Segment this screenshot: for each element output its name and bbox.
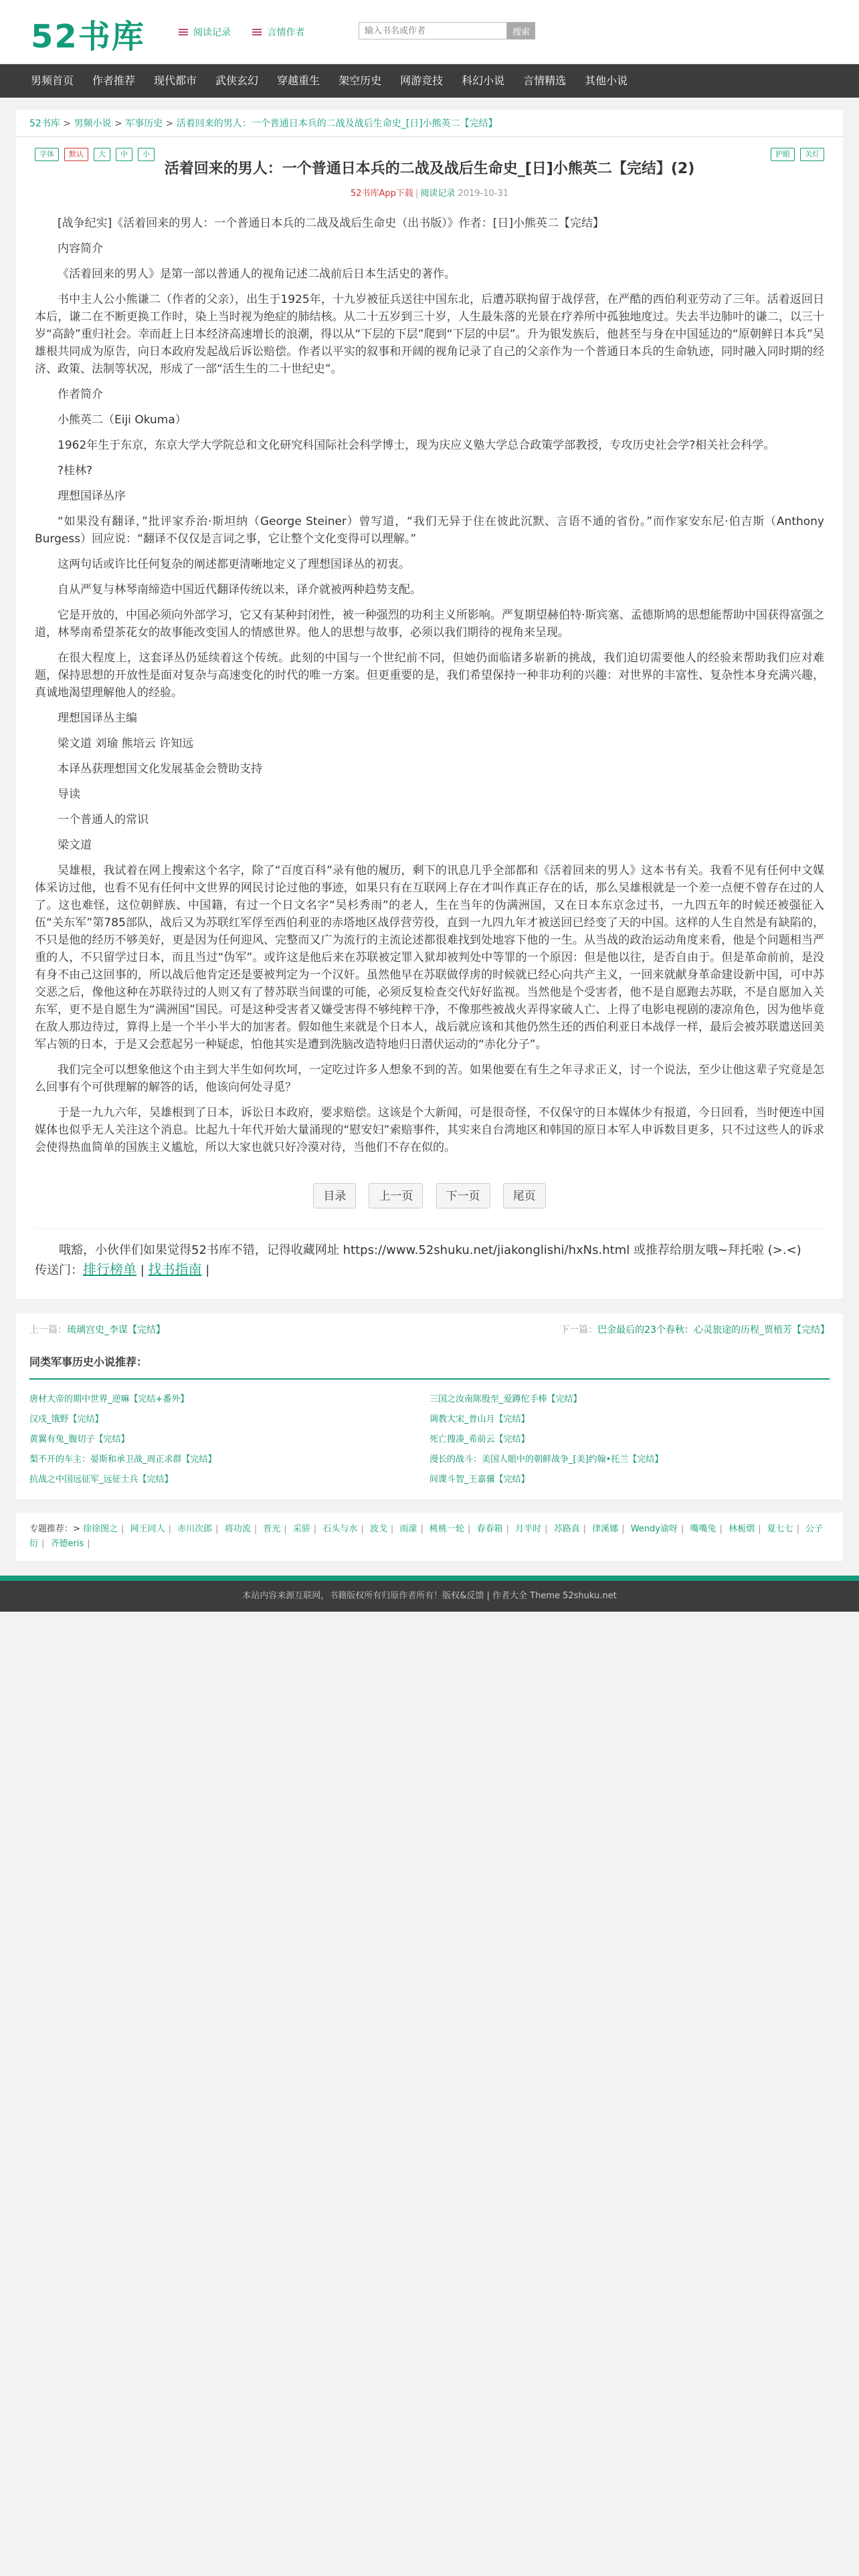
font-large-button[interactable]: 大 xyxy=(94,148,110,161)
breadcrumb-home[interactable]: 52书库 xyxy=(29,118,60,129)
related-books xyxy=(16,1344,843,1499)
topic-link[interactable]: 春春箱 xyxy=(476,1524,503,1534)
nav-item-author-picks[interactable]: 作者推荐 xyxy=(92,74,136,87)
nav-item-time-travel[interactable]: 穿越重生 xyxy=(277,74,320,87)
topic-link[interactable]: 石头与水 xyxy=(322,1524,358,1534)
site-header xyxy=(0,0,859,64)
topic-link[interactable]: 夏七七 xyxy=(767,1524,793,1534)
footer-text: 本站内容来源互联网，书籍版权所有归原作者所有！版权&反馈 | 作者大全 Theme 52shuku.net xyxy=(242,1591,617,1601)
paragraph: 小熊英二（Eiji Okuma） xyxy=(58,413,187,427)
paragraph: 在很大程度上，这套译丛仍延续着这个传统。此刻的中国与一个世纪前不同，但她仍面临诸多崭新的挑战，我们迫切需要他人的经验来帮助我们应对难题，保持思想的开放性是面对复杂与高速变化的时代的唯一方案。但更重要的是，我们希望保持一种非功利的兴趣：对世界的丰富性、复杂性本身充满兴趣，真诚地渴望理解他人的经验。 xyxy=(35,651,824,700)
last-page-button[interactable]: 尾页 xyxy=(503,1183,546,1208)
paragraph: 作者简介 xyxy=(58,388,103,401)
prev-page-button[interactable]: 上一页 xyxy=(369,1183,423,1208)
nav-item-gaming[interactable]: 网游竞技 xyxy=(400,74,444,87)
topic-link[interactable]: 赤川次郎 xyxy=(177,1524,213,1534)
paragraph: 梁文道 xyxy=(58,839,92,852)
main-nav xyxy=(0,64,859,98)
topic-recommendations: 专题推荐：> 徐徐图之 | 网王同人 | 赤川次郎 | 将功流 | 晋光 | 采骄 | 石头与水 | 波戈 | 雨濛 | 桃桃一轮 | 春春箱 | 月半时 | 苏路真 | 律溪娜 | Wendy谕呀 | 嘴嘴兔 | 林栀熠 | 夏七七 | 公子衍 | 齐德eris | xyxy=(16,1513,843,1561)
read-record-link[interactable]: 阅读记录 xyxy=(179,27,231,38)
page-title: 活着回来的男人：一个普通日本兵的二战及战后生命史_[日]小熊英二【完结】(2) xyxy=(164,160,695,177)
topic-link[interactable]: 晋光 xyxy=(263,1524,281,1534)
related-item[interactable]: 抗战之中国远征军_远征士兵【完结】 xyxy=(29,1475,173,1485)
guide-link[interactable]: 找书指南 xyxy=(148,1261,202,1277)
paragraph: 《活着回来的男人》是第一部以普通人的视角记述二战前后日本生活史的著作。 xyxy=(58,267,456,281)
paragraph: 内容简介 xyxy=(58,242,103,255)
paragraph: 梁文道 刘瑜 熊培云 许知远 xyxy=(58,737,194,750)
font-label: 字体 xyxy=(35,148,59,161)
paragraph: 本译丛获理想国文化发展基金会赞助支持 xyxy=(58,762,262,776)
related-item[interactable]: 死亡搜凑_希前云【完结】 xyxy=(430,1434,530,1444)
related-item[interactable]: 三国之汝南陈殷至_爱蹲佗手棒【完结】 xyxy=(430,1394,582,1404)
paragraph: 一个普通人的常识 xyxy=(58,813,149,827)
topic-link[interactable]: 雨濛 xyxy=(399,1524,417,1534)
topic-link[interactable]: 桃桃一轮 xyxy=(429,1524,464,1534)
reading-tools xyxy=(35,148,824,168)
bookmark-note: 哦豁，小伙伴们如果觉得52书库不错，记得收藏网址 https://www.52shuku.net/jiakonglishi/hxNs.html 或推荐给朋友哦~拜托啦 (>.<) 传送门：排行榜单 | 找书指南 | xyxy=(35,1228,824,1280)
topic-link[interactable]: 齐德eris xyxy=(50,1539,84,1549)
nav-item-romance[interactable]: 言情精选 xyxy=(523,74,567,87)
paragraph: 于是一九九六年，吴雄根到了日本，诉讼日本政府，要求赔偿。这该是个大新闻，可是很奇怪，不仅保守的日本媒体少有报道，今日回看，当时便连中国媒体也似乎无人关注这个消息。比起九十年代开始大量涌现的“慰安妇”索赔事件，其实来自台湾地区和韩国的原日本军人申诉数目更多，只不过这些人的诉求会使得热血简单的国族主义尴尬，所以大家也就只好冷漠对待，当他们不存在似的。 xyxy=(35,1106,824,1154)
toc-button[interactable]: 目录 xyxy=(313,1183,356,1208)
nav-item-scifi[interactable]: 科幻小说 xyxy=(462,74,505,87)
portal-label: 传送门： xyxy=(35,1263,83,1277)
nav-item-wuxia-fantasy[interactable]: 武侠玄幻 xyxy=(215,74,259,87)
related-item[interactable]: 黄翼有兔_腹切子【完结】 xyxy=(29,1434,130,1444)
prev-article-link[interactable]: 琉璃宫史_李谋【完结】 xyxy=(67,1325,165,1335)
topic-link[interactable]: 徐徐图之 xyxy=(83,1524,118,1534)
topic-link[interactable]: 采骄 xyxy=(292,1524,310,1534)
article-container xyxy=(16,137,843,1299)
breadcrumb-book[interactable]: 活着回来的男人：一个普通日本兵的二战及战后生命史_[日]小熊英二【完结】 xyxy=(176,118,498,129)
search-button[interactable]: 搜索 xyxy=(507,22,535,39)
topic-link[interactable]: 律溪娜 xyxy=(592,1524,619,1534)
read-record-link-2[interactable]: 阅读记录 xyxy=(420,189,456,199)
lights-off-button[interactable]: 关灯 xyxy=(800,148,824,161)
pagination xyxy=(35,1183,824,1208)
site-footer xyxy=(0,1576,859,1612)
list-icon xyxy=(252,29,262,36)
related-heading: 同类军事历史小说推荐： xyxy=(29,1354,830,1380)
topic-link[interactable]: 网王同人 xyxy=(130,1524,165,1534)
list-icon xyxy=(179,29,188,36)
nav-item-urban[interactable]: 现代都市 xyxy=(154,74,197,87)
nav-item-male-home[interactable]: 男频首页 xyxy=(31,74,74,87)
font-default-button[interactable]: 默认 xyxy=(64,148,88,161)
next-label: 下一篇： xyxy=(560,1325,598,1335)
publish-date: 2019-10-31 xyxy=(458,189,509,199)
font-medium-button[interactable]: 中 xyxy=(116,148,132,161)
paragraph: [战争纪实]《活着回来的男人：一个普通日本兵的二战及战后生命史（出书版）》作者：[日]小熊英二【完结】 xyxy=(58,217,605,230)
site-logo[interactable]: 52书库 xyxy=(31,18,145,56)
topic-link[interactable]: 将功流 xyxy=(224,1524,251,1534)
romance-authors-link[interactable]: 言情作者 xyxy=(252,27,304,38)
font-small-button[interactable]: 小 xyxy=(138,148,155,161)
paragraph: ?桂林? xyxy=(58,464,93,477)
related-item[interactable]: 唐材大帝的期中世界_逆嘛【完结+番外】 xyxy=(29,1394,189,1404)
related-item[interactable]: 漫长的战斗：美国人眼中的朝鲜战争_[美]约翰•托兰【完结】 xyxy=(430,1455,664,1465)
paragraph: 这两句话或许比任何复杂的阐述都更清晰地定义了理想国译丛的初衷。 xyxy=(58,558,410,571)
paragraph: 1962年生于东京，东京大学大学院总和文化研究科国际社会科学博士，现为庆应义塾大学总合政策学部教授，专攻历史社会学?相关社会科学。 xyxy=(58,439,775,452)
top-links xyxy=(179,25,323,39)
nav-item-alt-history[interactable]: 架空历史 xyxy=(339,74,382,87)
breadcrumb-military[interactable]: 军事历史 xyxy=(125,118,163,129)
related-item[interactable]: 梨不开的车主：晏斯和承卫战_周正求群【完结】 xyxy=(29,1455,217,1465)
paragraph: 书中主人公小熊谦二（作者的父亲），出生于1925年，十九岁被征兵送往中国东北，后遭苏联拘留于战俘营，在严酷的西伯利亚劳动了三年。活着返回日本后，谦二在不断更换工作时，染上当时视为绝症的肺结核。从二十五岁到三十岁，人生最朱落的光景在疗养所中孤独地度过。失去半边肺叶的谦二，以三十岁“高龄”重归社会。幸而赶上日本经济高速增长的浪潮，得以从“下层的下层”爬到“下层的中层”。升为银发族后，他甚至与身在中国延边的“原朝鲜日本兵”吴雄根共同成为原告，向日本政府发起战后诉讼赔偿。作者以平实的叙事和开阔的视角记录了自己的父亲作为一个普通日本兵的生命轨迹，同时融入同时期的经济、政策、法制等状况，形成了一部“活生生的二十世纪史”。 xyxy=(35,293,824,376)
related-item[interactable]: 汉戍_饿野【完结】 xyxy=(29,1414,104,1424)
paragraph: 理想国译丛主编 xyxy=(58,712,137,725)
topic-link[interactable]: 嘴嘴兔 xyxy=(690,1524,717,1534)
topics-label: 专题推荐： xyxy=(29,1524,74,1534)
topic-link[interactable]: 波戈 xyxy=(369,1524,387,1534)
topic-link[interactable]: Wendy谕呀 xyxy=(630,1524,678,1534)
next-article-link[interactable]: 巴金最后的23个春秋：心灵旅途的历程_贾植芳【完结】 xyxy=(597,1325,830,1335)
nav-item-other[interactable]: 其他小说 xyxy=(585,74,628,87)
topic-link[interactable]: 月半时 xyxy=(515,1524,542,1534)
app-download-link[interactable]: 52书库App下载 xyxy=(350,189,413,199)
paragraph: 自从严复与林琴南缔造中国近代翻译传统以来，译介就被两种趋势支配。 xyxy=(58,583,421,597)
paragraph: “如果没有翻译，”批评家乔治·斯坦纳（George Steiner）曾写道，“我们无异于住在彼此沉默、言语不通的省份。”而作家安东尼·伯吉斯（Anthony Burgess）回应说：“翻译不仅仅是言词之事，它让整个文化变得可以理解。” xyxy=(35,515,824,546)
related-item[interactable]: 间谍斗智_王嘉骥【完结】 xyxy=(430,1475,530,1485)
article-meta: 52书库App下载 | 阅读记录 2019-10-31 xyxy=(350,189,509,199)
eye-care-button[interactable]: 护眼 xyxy=(771,148,795,161)
prev-next-articles xyxy=(16,1313,843,1344)
note-text: 哦豁，小伙伴们如果觉得52书库不错，记得收藏网址 https://www.52shuku.net/jiakonglishi/hxNs.html 或推荐给朋友哦~拜托啦 (>.<) xyxy=(59,1243,801,1257)
related-item[interactable]: 调教大宋_普山月【完结】 xyxy=(430,1414,530,1424)
paragraph: 理想国译丛序 xyxy=(58,490,126,503)
paragraph: 吴雄根，我试着在网上搜索这个名字，除了“百度百科”录有他的履历，剩下的讯息几乎全部都和《活着回来的男人》这本书有关。我看不见有任何中文媒体采访过他，也看不见有任何中文世界的网民讨论过他的事迹，如果只有在互联网上存在才叫作真正存在的话，那么吴雄根就是一个差一点便不曾存在过的人了。这也难怪，这位朝鲜族、中国籍，有过一个日文名字“吴杉秀雨”的老人，生在当年的伪满洲国，又在日本东京念过书，一九四五年的时候还被强征入伍“关东军”第785部队，战后又为苏联红军俘至西伯利亚的赤塔地区战俘营劳役，直到一九四九年才被送回已经变了天的中国。这样的人生自然是有缺陷的，不只是他的经历不够美好，更是因为任何迎风、完整而又广为流行的主流论述都很难找到处地容下他的一生。从当战的政治运动角度来看，他是个问题相当严重的人，不只留学过日本，而且当过“伪军”。或许这是他后来在苏联被定罪入狱却被判处中等罪的一个原因：但是他以往，是否自由于。但是革命前前，是没有身不由己这回事的，所以战后他肯定还是要被判定为一个汉奸。虽然他早在苏联做俘虏的时候就已经心向共产主义，一回来就献身革命建设新中国，可中苏交恶之后，像他这种在苏联待过的人则又有了替苏联当间谍的可能，必须反复检查交代好好监视。当然他是个受害者，他不是自愿跑去苏联，不是自愿加入关东军，更不是自愿生为“满洲国”国民。可是这种受害者又嫌受害得不够纯粹干净，不像那些被战火弄得家破人亡、上得了电影电视剧的凄凉角色，因为他毕竟在敌人那边待过，算得上是一个半小半大的加害者。假如他生来就是个日本人，战后就应该和其他仍然生还的西伯利亚日本战俘一样，最后会被苏联遣送回美军占领的日本，于是又会惹起另一种疑虑，怕他其实是遭到洗脑改造特地归日潜伏运动的“赤化分子”。 xyxy=(35,864,824,1051)
search-bar xyxy=(359,22,535,39)
paragraph: 它是开放的，中国必须向外部学习，它又有某种封闭性，被一种强烈的功利主义所影响。严复期望赫伯特·斯宾塞、孟德斯鸠的思想能帮助中国获得富强之道，林琴南希望茶花女的故事能改变国人的情感世界。他人的思想与故事，必须以我们期待的视角来呈现。 xyxy=(35,609,824,639)
prev-label: 上一篇： xyxy=(29,1325,67,1335)
topic-link[interactable]: 林栀熠 xyxy=(729,1524,755,1534)
topic-link[interactable]: 公子衍 xyxy=(29,1524,824,1549)
article-content xyxy=(35,215,824,1156)
paragraph: 导读 xyxy=(58,788,80,801)
breadcrumb: 52书库 > 男频小说 > 军事历史 > 活着回来的男人：一个普通日本兵的二战及战后生命史_[日]小熊英二【完结】 xyxy=(16,110,843,137)
ranking-link[interactable]: 排行榜单 xyxy=(83,1261,136,1277)
paragraph: 我们完全可以想象他这个由主到大半生如何坎坷，一定吃过许多人想象不到的苦。如果他要在有生之年寻求正义，讨一个说法，至少让他这辈子究竟是怎么回事有个可供理解的解答的话，他该向何处寻觅？ xyxy=(35,1063,824,1094)
search-input[interactable] xyxy=(359,22,507,39)
next-page-button[interactable]: 下一页 xyxy=(436,1183,490,1208)
breadcrumb-male[interactable]: 男频小说 xyxy=(74,118,112,129)
topic-link[interactable]: 苏路真 xyxy=(553,1524,580,1534)
